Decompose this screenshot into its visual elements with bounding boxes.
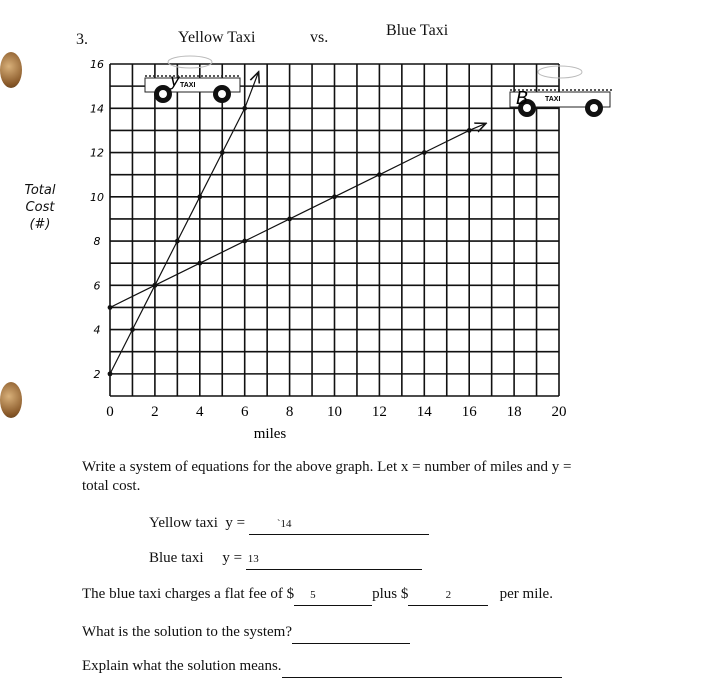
blue-equation-row [149,549,422,570]
solution-question: What is the solution to the system? [82,624,292,640]
yellow-taxi-icon [145,56,240,103]
question-intro: Write a system of equations for the above graph. Let x = number of miles and y = total cost. [82,459,572,494]
per-mile-text: per mile. [499,586,553,602]
data-point-blue [377,172,382,177]
problem-number: 3. [76,31,88,48]
y-axis-label-line3: (#) [29,217,51,232]
yellow-taxi-sign: TAXI [180,82,196,89]
title-blue-taxi: Blue Taxi [386,22,449,39]
series-line-blue [110,124,485,308]
data-point-blue [287,217,292,222]
x-tick-label: 12 [371,404,387,420]
explain-question: Explain what the solution means. [82,658,282,674]
x-tick-label: 10 [327,404,342,420]
data-point-yellow [175,239,180,244]
y-tick-label: 6 [93,279,101,293]
x-tick-label: 4 [196,404,204,420]
yellow-eq-prefix: y = [225,515,246,531]
y-axis-label-line1: Total [24,183,56,198]
y-tick-label: 12 [90,146,104,160]
plus-text: plus $ [372,586,409,602]
blue-line-mark: B [516,88,529,109]
data-point-yellow [130,327,135,332]
yellow-line-mark: y [170,71,181,91]
solution-row [82,623,410,644]
data-point-yellow [108,371,113,376]
x-axis-label: miles [253,426,287,442]
y-tick-label: 4 [93,323,101,337]
data-point-yellow [197,194,202,199]
yellow-equation-row [149,514,429,535]
data-point-blue [467,128,472,133]
data-point-blue [422,150,427,155]
data-point-blue [108,305,113,310]
x-tick-label: 20 [551,404,567,420]
per-mile-answer[interactable]: 2 [408,586,488,606]
data-point-blue [153,283,158,288]
y-tick-label: 8 [93,235,101,249]
y-tick-label: 2 [93,367,101,381]
x-tick-label: 14 [416,404,432,420]
blue-eq-prefix: y = [222,550,243,566]
x-tick-label: 18 [506,404,522,420]
data-point-yellow [220,150,225,155]
title-vs: vs. [310,29,329,46]
blue-taxi-label: Blue taxi [149,550,204,566]
data-point-blue [332,194,337,199]
data-point-blue [242,239,247,244]
x-tick-label: 8 [285,404,294,420]
y-tick-label: 16 [90,58,104,71]
y-axis-label-line2: Cost [25,200,55,215]
explain-answer[interactable] [282,658,562,678]
x-tick-label: 6 [240,404,249,420]
flat-fee-answer[interactable]: 5 [294,586,372,606]
blue-taxi-sign: TAXI [545,96,561,103]
explain-row [82,657,562,678]
yellow-taxi-label: Yellow taxi [149,515,218,531]
flat-fee-row [82,585,553,606]
flat-fee-prefix: The blue taxi charges a flat fee of $ [82,586,295,602]
title-yellow-taxi: Yellow Taxi [178,29,256,46]
data-point-yellow [242,106,247,111]
solution-answer[interactable] [292,624,410,644]
yellow-equation-answer[interactable]: `14 [249,515,429,535]
blue-equation-answer[interactable]: 13 [246,550,422,570]
data-point-blue [197,261,202,266]
x-tick-label: 0 [106,404,114,420]
x-tick-label: 16 [461,404,477,420]
y-tick-label: 10 [90,190,104,204]
x-tick-label: 2 [151,404,159,420]
y-tick-label: 14 [90,102,104,116]
